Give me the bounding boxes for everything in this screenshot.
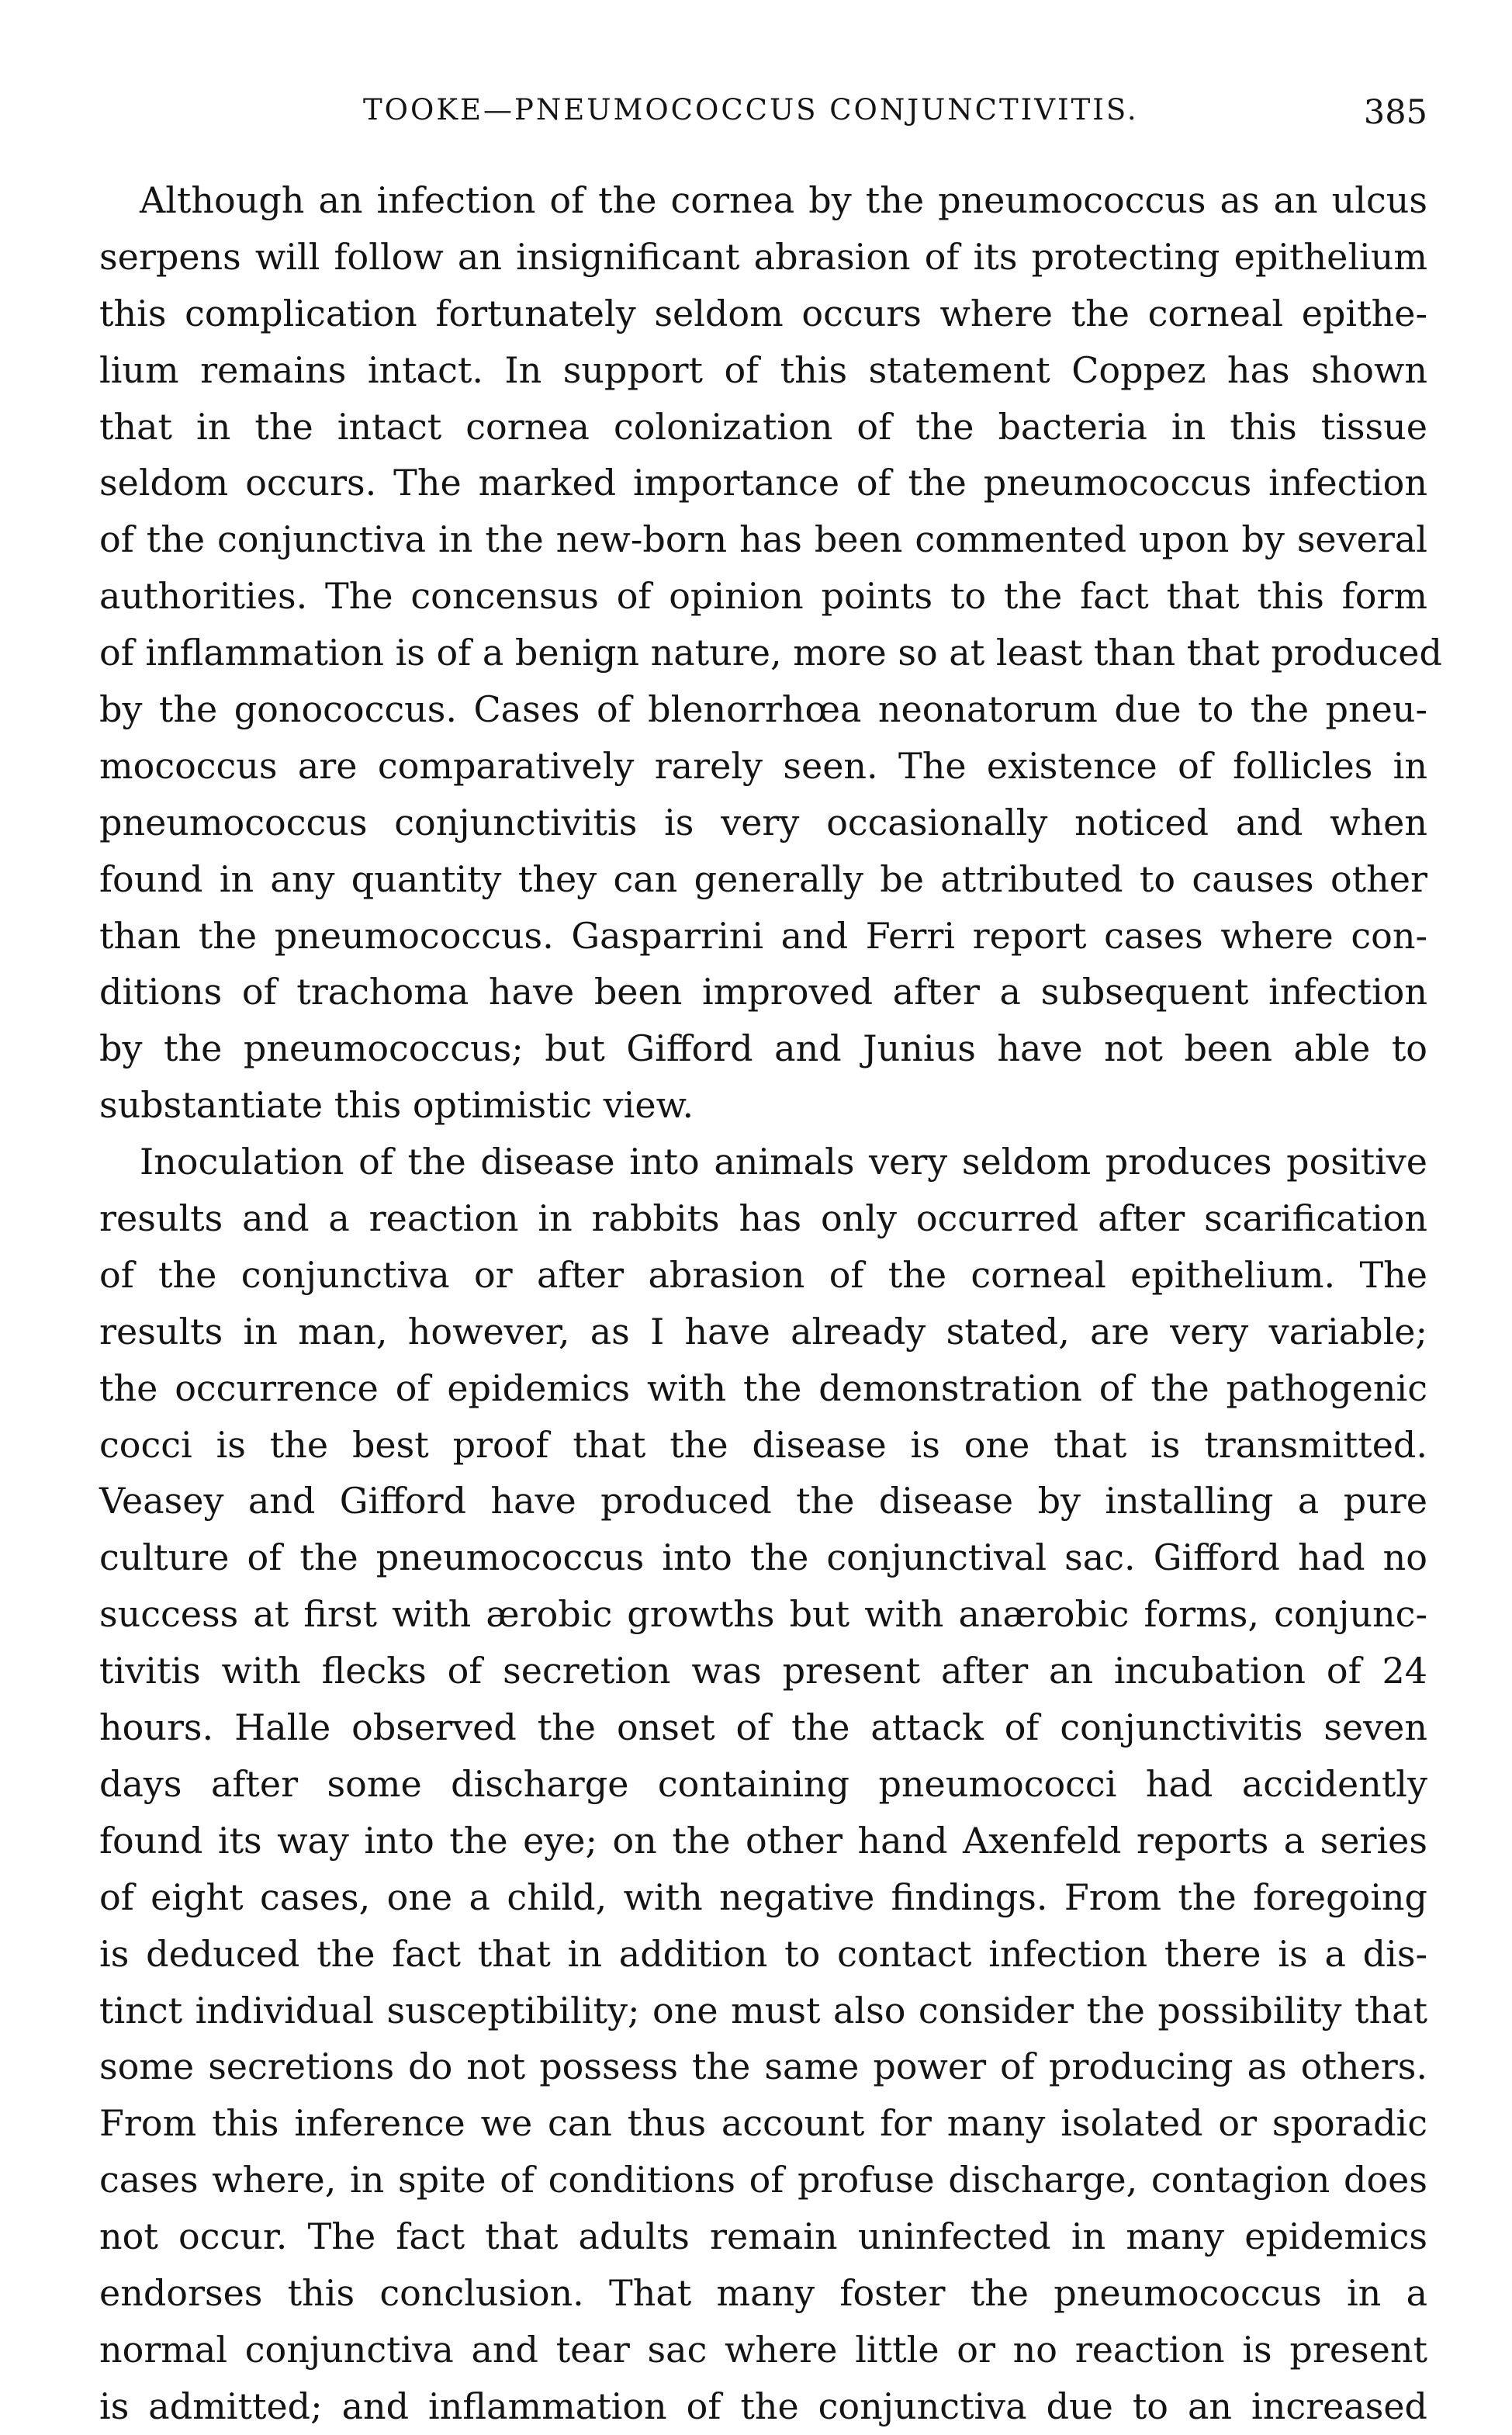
text-line: Veasey and Gifford have produced the disease by installing a pure bbox=[99, 1480, 1427, 1522]
text-line: Inoculation of the disease into animals very seldom produces positive bbox=[140, 1141, 1427, 1183]
text-line: tivitis with flecks of secretion was present after an incubation of 24 bbox=[99, 1650, 1427, 1692]
text-line: some secretions do not possess the same power of producing as others. bbox=[99, 2045, 1427, 2088]
text-line: From this inference we can thus account for many isolated or sporadic bbox=[99, 2102, 1427, 2145]
text-line: cases where, in spite of conditions of profuse discharge, contagion does bbox=[99, 2159, 1427, 2201]
text-line: cocci is the best proof that the disease is one that is transmitted. bbox=[99, 1423, 1427, 1466]
text-line: culture of the pneumococcus into the conjunctival sac. Gifford had no bbox=[99, 1536, 1427, 1579]
text-line: authorities. The concensus of opinion points to the fact that this form bbox=[99, 575, 1427, 618]
text-line: than the pneumococcus. Gasparrini and Ferri report cases where con- bbox=[99, 914, 1427, 957]
body-text bbox=[99, 172, 1442, 2435]
text-line: hours. Halle observed the onset of the attack of conjunctivitis seven bbox=[99, 1706, 1427, 1749]
page-number: 385 bbox=[1363, 93, 1427, 132]
text-line: the occurrence of epidemics with the demonstration of the pathogenic bbox=[99, 1366, 1427, 1409]
text-line: by the pneumococcus; but Gifford and Junius have not been able to bbox=[99, 1027, 1427, 1070]
paragraph-1 bbox=[99, 172, 1442, 1134]
text-line: ditions of trachoma have been improved after a subsequent infection bbox=[99, 971, 1427, 1013]
text-line: results in man, however, as I have already stated, are very variable; bbox=[99, 1310, 1427, 1353]
text-line: lium remains intact. In support of this statement Coppez has shown bbox=[99, 348, 1427, 391]
text-line: substantiate this optimistic view. bbox=[99, 1084, 694, 1127]
running-head bbox=[99, 93, 1427, 140]
text-line: mococcus are comparatively rarely seen. The existence of follicles in bbox=[99, 744, 1427, 787]
text-line: this complication fortunately seldom occurs where the corneal epithe- bbox=[99, 292, 1427, 334]
text-line: success at first with ærobic growths but with anærobic forms, conjunc- bbox=[99, 1593, 1427, 1636]
text-line: that in the intact cornea colonization of the bacteria in this tissue bbox=[99, 405, 1427, 448]
text-line: of eight cases, one a child, with negative findings. From the foregoing bbox=[99, 1876, 1427, 1918]
text-line: by the gonococcus. Cases of blenorrhœa neonatorum due to the pneu- bbox=[99, 688, 1427, 731]
text-line: is deduced the fact that in addition to contact infection there is a dis- bbox=[99, 1932, 1427, 1975]
text-line: tinct individual susceptibility; one must also consider the possibility that bbox=[99, 1989, 1427, 2031]
text-line: days after some discharge containing pneumococci had accidently bbox=[99, 1762, 1427, 1805]
text-line: is admitted; and inflammation of the conjunctiva due to an increased bbox=[99, 2385, 1427, 2427]
text-line: normal conjunctiva and tear sac where little or no reaction is present bbox=[99, 2328, 1427, 2371]
paragraph-2 bbox=[99, 1134, 1427, 2434]
text-line: not occur. The fact that adults remain uninfected in many epidemics bbox=[99, 2215, 1427, 2258]
text-line: results and a reaction in rabbits has only occurred after scarification bbox=[99, 1197, 1427, 1240]
text-line: of the conjunctiva in the new-born has been commented upon by several bbox=[99, 518, 1427, 561]
text-line: found in any quantity they can generally be attributed to causes other bbox=[99, 857, 1427, 900]
text-line: of the conjunctiva or after abrasion of the corneal epithelium. The bbox=[99, 1253, 1427, 1296]
text-line: pneumococcus conjunctivitis is very occasionally noticed and when bbox=[99, 801, 1427, 843]
text-line: endorses this conclusion. That many foster the pneumococcus in a bbox=[99, 2271, 1427, 2314]
text-line: found its way into the eye; on the other hand Axenfeld reports a series bbox=[99, 1819, 1427, 1862]
running-title: TOOKE—PNEUMOCOCCUS CONJUNCTIVITIS. bbox=[363, 93, 1139, 126]
text-line: serpens will follow an insignificant abrasion of its protecting epithelium bbox=[99, 235, 1427, 278]
text-line: of inflammation is of a benign nature, more so at least than that produced bbox=[99, 632, 1442, 674]
text-line: seldom occurs. The marked importance of the pneumococcus infection bbox=[99, 462, 1427, 504]
text-line: Although an infection of the cornea by the pneumococcus as an ulcus bbox=[140, 179, 1427, 221]
